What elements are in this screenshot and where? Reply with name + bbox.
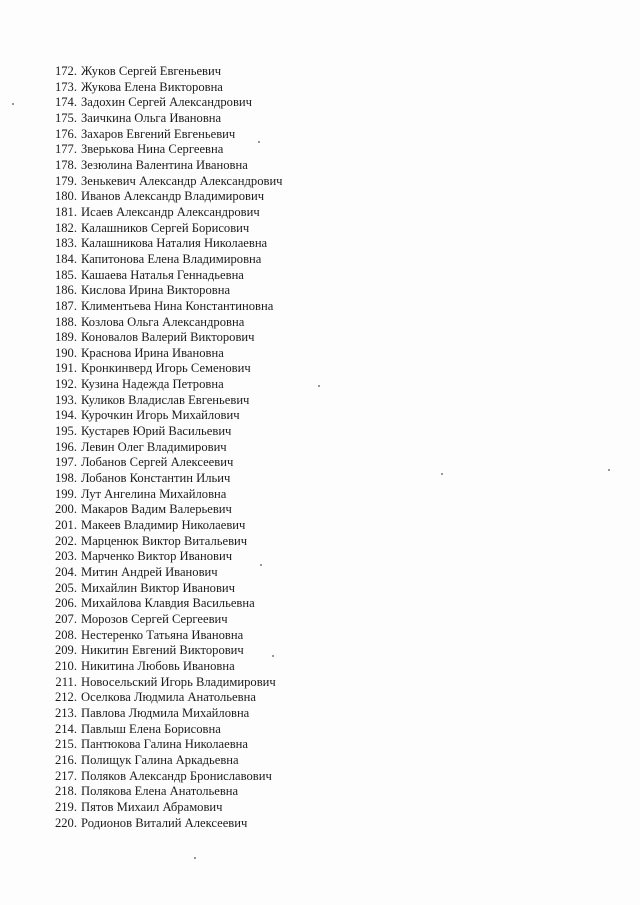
entry-full-name: Пятов Михаил Абрамович (81, 799, 223, 814)
entry-number: 212. (54, 690, 77, 705)
entry-number: 198. (54, 471, 77, 486)
list-item (0, 330, 283, 346)
list-item (0, 80, 283, 96)
name-list (0, 64, 283, 831)
scan-speck (608, 469, 610, 471)
entry-full-name: Захаров Евгений Евгеньевич (81, 126, 236, 141)
list-item (0, 299, 283, 315)
scan-speck (194, 857, 196, 859)
entry-number: 173. (54, 79, 77, 94)
list-item (0, 643, 283, 659)
entry-number: 176. (54, 126, 77, 141)
entry-full-name: Новосельский Игорь Владимирович (81, 674, 276, 689)
scan-speck (318, 385, 320, 387)
list-item (0, 737, 283, 753)
entry-full-name: Жукова Елена Викторовна (81, 79, 223, 94)
entry-number: 208. (54, 627, 77, 642)
entry-number: 207. (54, 611, 77, 626)
entry-number: 184. (54, 251, 77, 266)
list-item (0, 487, 283, 503)
entry-full-name: Исаев Александр Александрович (81, 204, 260, 219)
list-item (0, 64, 283, 80)
list-item (0, 95, 283, 111)
entry-full-name: Куликов Владислав Евгеньевич (81, 392, 250, 407)
entry-full-name: Кашаева Наталья Геннадьевна (81, 267, 244, 282)
entry-full-name: Краснова Ирина Ивановна (81, 345, 224, 360)
list-item (0, 174, 283, 190)
list-item (0, 581, 283, 597)
list-item (0, 628, 283, 644)
entry-number: 196. (54, 439, 77, 454)
entry-number: 205. (54, 580, 77, 595)
entry-full-name: Жуков Сергей Евгеньевич (81, 64, 222, 78)
entry-full-name: Калашникова Наталия Николаевна (81, 236, 268, 251)
list-item (0, 471, 283, 487)
entry-full-name: Задохин Сергей Александрович (81, 95, 252, 110)
list-item (0, 408, 283, 424)
entry-number: 195. (54, 424, 77, 439)
entry-number: 209. (54, 643, 77, 658)
list-item (0, 675, 283, 691)
scan-speck (260, 564, 262, 566)
list-item (0, 612, 283, 628)
list-item (0, 565, 283, 581)
list-item (0, 268, 283, 284)
entry-full-name: Родионов Виталий Алексеевич (81, 815, 248, 830)
entry-number: 193. (54, 392, 77, 407)
list-item (0, 816, 283, 832)
entry-full-name: Кронкинверд Игорь Семенович (81, 361, 251, 376)
scan-speck (258, 141, 260, 143)
entry-full-name: Зенькевич Александр Александрович (81, 173, 283, 188)
entry-full-name: Калашников Сергей Борисович (81, 220, 250, 235)
entry-number: 220. (54, 815, 77, 830)
list-item (0, 252, 283, 268)
list-item (0, 142, 283, 158)
entry-number: 188. (54, 314, 77, 329)
entry-number: 206. (54, 596, 77, 611)
entry-full-name: Капитонова Елена Владимировна (81, 251, 262, 266)
scan-speck (272, 655, 274, 657)
list-item (0, 440, 283, 456)
list-item (0, 283, 283, 299)
entry-number: 215. (54, 737, 77, 752)
entry-full-name: Митин Андрей Иванович (81, 565, 218, 579)
entry-full-name: Левин Олег Владимирович (81, 439, 227, 454)
entry-number: 197. (54, 455, 77, 470)
list-item (0, 158, 283, 174)
entry-full-name: Лобанов Сергей Алексеевич (81, 455, 234, 470)
entry-number: 203. (54, 549, 77, 564)
entry-full-name: Лобанов Константин Ильич (81, 471, 231, 486)
entry-full-name: Иванов Александр Владимирович (81, 189, 265, 204)
entry-full-name: Павлова Людмила Михайловна (81, 705, 250, 720)
entry-full-name: Поляков Александр Брониславович (81, 768, 272, 783)
list-item (0, 706, 283, 722)
entry-full-name: Зезюлина Валентина Ивановна (81, 157, 248, 172)
list-item (0, 361, 283, 377)
list-item (0, 393, 283, 409)
entry-number: 194. (54, 408, 77, 423)
entry-number: 191. (54, 361, 77, 376)
entry-full-name: Кузина Надежда Петровна (81, 377, 224, 392)
entry-number: 175. (54, 110, 77, 125)
entry-number: 202. (54, 533, 77, 548)
scan-speck (12, 103, 14, 105)
entry-full-name: Никитина Любовь Ивановна (81, 658, 235, 673)
entry-full-name: Климентьева Нина Константиновна (81, 298, 274, 313)
entry-full-name: Макаров Вадим Валерьевич (81, 502, 232, 517)
entry-number: 185. (54, 267, 77, 282)
entry-number: 172. (54, 64, 77, 78)
list-item (0, 205, 283, 221)
entry-number: 211. (55, 674, 77, 689)
entry-number: 179. (54, 173, 77, 188)
entry-number: 174. (54, 95, 77, 110)
entry-number: 213. (54, 705, 77, 720)
entry-full-name: Никитин Евгений Викторович (81, 643, 244, 658)
list-item (0, 800, 283, 816)
entry-number: 210. (54, 658, 77, 673)
entry-full-name: Морозов Сергей Сергеевич (81, 611, 228, 626)
entry-number: 186. (54, 283, 77, 298)
entry-full-name: Марченко Виктор Иванович (81, 549, 233, 564)
list-item (0, 221, 283, 237)
entry-full-name: Полищук Галина Аркадьевна (81, 752, 239, 767)
entry-number: 178. (54, 157, 77, 172)
list-item (0, 127, 283, 143)
entry-full-name: Зверькова Нина Сергеевна (81, 142, 224, 157)
entry-full-name: Полякова Елена Анатольевна (81, 784, 239, 799)
entry-full-name: Коновалов Валерий Викторович (81, 330, 255, 345)
list-item (0, 722, 283, 738)
list-item (0, 518, 283, 534)
list-item (0, 455, 283, 471)
list-item (0, 753, 283, 769)
list-item (0, 690, 283, 706)
entry-number: 214. (54, 721, 77, 736)
entry-full-name: Заичкина Ольга Ивановна (81, 110, 222, 125)
list-item (0, 769, 283, 785)
scan-speck (441, 473, 443, 475)
list-item (0, 549, 283, 565)
list-item (0, 377, 283, 393)
entry-number: 219. (54, 799, 77, 814)
list-item (0, 346, 283, 362)
entry-number: 183. (54, 236, 77, 251)
entry-full-name: Марценюк Виктор Витальевич (81, 533, 248, 548)
entry-full-name: Михайлин Виктор Иванович (81, 580, 236, 595)
entry-number: 200. (54, 502, 77, 517)
entry-number: 216. (54, 752, 77, 767)
list-item (0, 111, 283, 127)
entry-full-name: Нестеренко Татьяна Ивановна (81, 627, 244, 642)
entry-full-name: Курочкин Игорь Михайлович (81, 408, 240, 423)
entry-full-name: Кислова Ирина Викторовна (81, 283, 231, 298)
list-item (0, 315, 283, 331)
entry-full-name: Оселкова Людмила Анатольевна (81, 690, 256, 705)
entry-number: 204. (54, 565, 77, 579)
list-item (0, 189, 283, 205)
list-item (0, 424, 283, 440)
list-item (0, 659, 283, 675)
entry-number: 218. (54, 784, 77, 799)
entry-number: 192. (54, 377, 77, 392)
list-item (0, 534, 283, 550)
list-item (0, 502, 283, 518)
entry-full-name: Михайлова Клавдия Васильевна (81, 596, 255, 611)
entry-number: 199. (54, 486, 77, 501)
list-item (0, 236, 283, 252)
list-item (0, 596, 283, 612)
entry-full-name: Макеев Владимир Николаевич (81, 518, 246, 533)
entry-number: 177. (54, 142, 77, 157)
entry-number: 201. (54, 518, 77, 533)
entry-number: 180. (54, 189, 77, 204)
entry-full-name: Павлыш Елена Борисовна (81, 721, 221, 736)
entry-full-name: Кустарев Юрий Васильевич (81, 424, 232, 439)
entry-number: 189. (54, 330, 77, 345)
entry-number: 182. (54, 220, 77, 235)
entry-full-name: Козлова Ольга Александровна (81, 314, 245, 329)
entry-full-name: Лут Ангелина Михайловна (81, 486, 227, 501)
entry-full-name: Пантюкова Галина Николаевна (81, 737, 248, 752)
entry-number: 217. (54, 768, 77, 783)
entry-number: 187. (54, 298, 77, 313)
entry-number: 190. (54, 345, 77, 360)
entry-number: 181. (54, 204, 77, 219)
list-item (0, 784, 283, 800)
